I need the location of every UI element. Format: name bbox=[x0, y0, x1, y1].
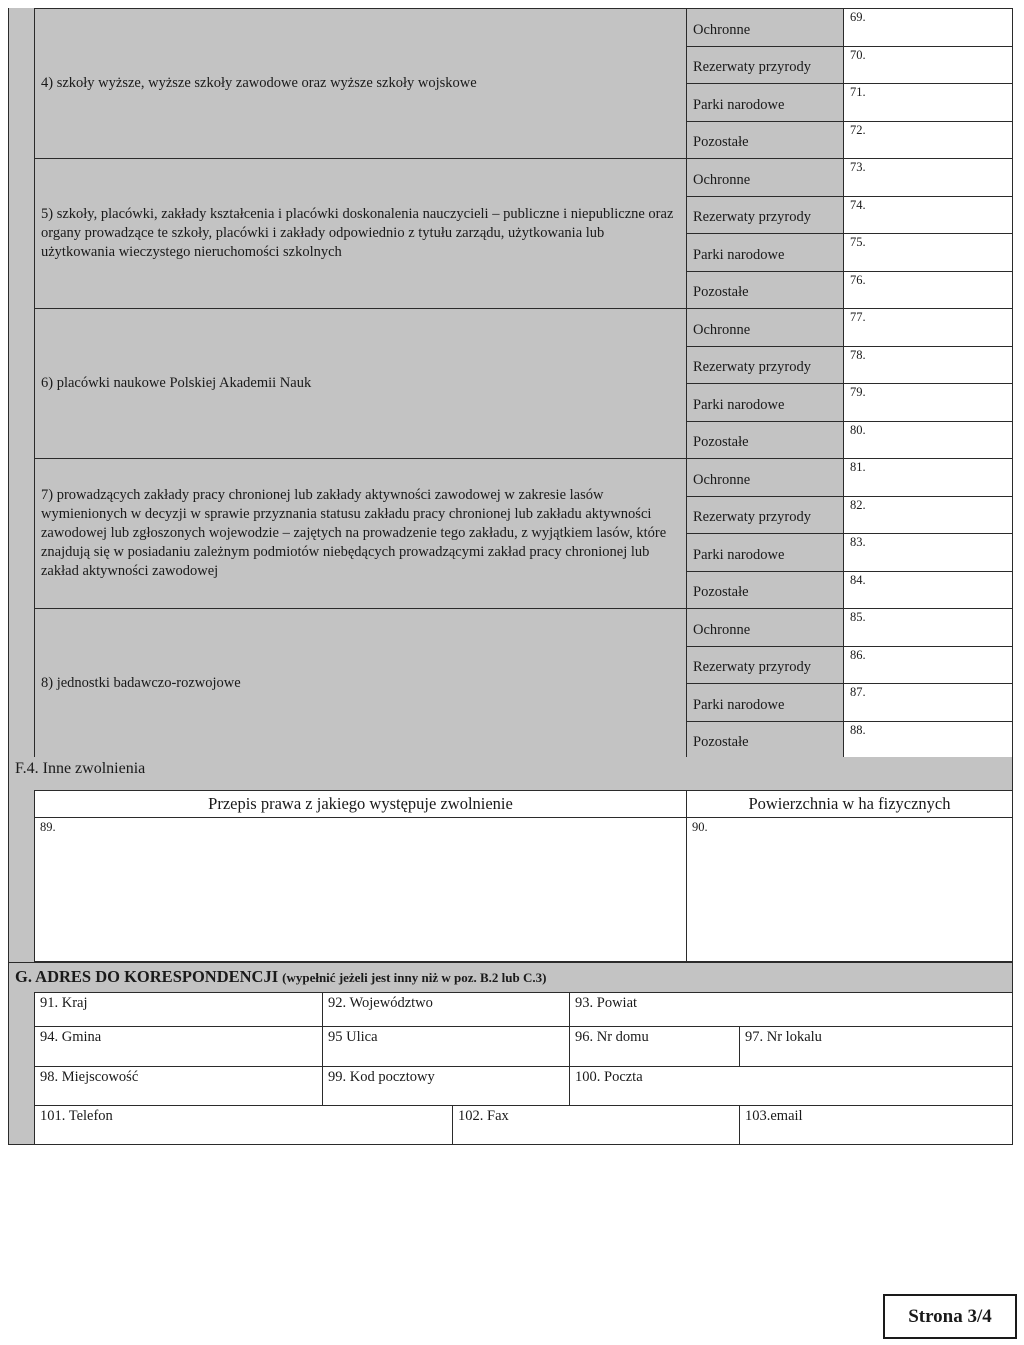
field-number: 75. bbox=[850, 235, 866, 249]
field-label: 103.email bbox=[745, 1108, 803, 1124]
exemption-category bbox=[34, 608, 687, 759]
f4-col1-header: Przepis prawa z jakiego występuje zwolnienie bbox=[34, 790, 687, 818]
f4-area-field[interactable] bbox=[686, 817, 1013, 962]
forest-type-label bbox=[686, 383, 844, 422]
page-number-box bbox=[883, 1294, 1017, 1339]
area-input-field[interactable] bbox=[843, 721, 1013, 760]
field-label: 91. Kraj bbox=[40, 995, 88, 1011]
forest-type-label bbox=[686, 46, 844, 85]
voivodeship-field[interactable] bbox=[322, 992, 570, 1027]
area-input-field[interactable] bbox=[843, 158, 1013, 197]
forest-type-text: Ochronne bbox=[693, 471, 751, 488]
exemption-category-label: 8) jednostki badawczo-rozwojowe bbox=[41, 675, 241, 691]
forest-type-label bbox=[686, 721, 844, 760]
field-number: 73. bbox=[850, 160, 866, 174]
area-input-field[interactable] bbox=[843, 646, 1013, 685]
field-number: 69. bbox=[850, 10, 866, 24]
f4-title: F.4. Inne zwolnienia bbox=[15, 760, 146, 777]
forest-type-text: Pozostałe bbox=[693, 584, 749, 601]
area-input-field[interactable] bbox=[843, 571, 1013, 610]
forest-type-label bbox=[686, 683, 844, 722]
forest-type-text: Parki narodowe bbox=[693, 696, 785, 713]
exemption-category-label: 6) placówki naukowe Polskiej Akademii Nauk bbox=[41, 375, 312, 391]
forest-type-text: Ochronne bbox=[693, 621, 751, 638]
f3-section bbox=[8, 8, 35, 758]
street-field[interactable] bbox=[322, 1026, 570, 1067]
field-label: 94. Gmina bbox=[40, 1029, 102, 1045]
exemption-category-label: 7) prowadzących zakłady pracy chronionej lub zakłady aktywności zawodowej w zakresie lasów wymienionych w decyzji w sprawie przyznania statusu zakładu pracy chronionej lub zakładu aktywności zawodowej lub zgłoszonych wojewodzie – zajętych na prowadzenie tego zakładu, z wyjątkiem lasów, które znajdują się w posiadaniu zależnym podmiotów niebędących prowadzącymi zakład pracy chronionej lub zakład aktywności zawodowej bbox=[41, 487, 667, 579]
exemption-category bbox=[34, 458, 687, 609]
field-number: 78. bbox=[850, 347, 866, 362]
field-number: 87. bbox=[850, 685, 866, 699]
forest-type-label bbox=[686, 233, 844, 272]
field-label: 95 Ulica bbox=[328, 1029, 378, 1045]
forest-type-label bbox=[686, 571, 844, 610]
area-input-field[interactable] bbox=[843, 421, 1013, 460]
field-label: 99. Kod pocztowy bbox=[328, 1069, 435, 1085]
field-label: 96. Nr domu bbox=[575, 1029, 649, 1045]
field-number: 89. bbox=[40, 820, 56, 834]
post-office-field[interactable] bbox=[569, 1066, 1013, 1106]
forest-type-label bbox=[686, 421, 844, 460]
area-input-field[interactable] bbox=[843, 233, 1013, 272]
forest-type-text: Pozostałe bbox=[693, 134, 749, 151]
area-input-field[interactable] bbox=[843, 46, 1013, 85]
g-title-note: (wypełnić jeżeli jest inny niż w poz. B.2 lub C.3) bbox=[282, 970, 547, 985]
f4-legal-basis-field[interactable] bbox=[34, 817, 687, 962]
forest-type-label bbox=[686, 196, 844, 235]
forest-type-label bbox=[686, 8, 844, 47]
municipality-field[interactable] bbox=[34, 1026, 323, 1067]
forest-type-label bbox=[686, 646, 844, 685]
forest-type-label bbox=[686, 458, 844, 497]
forest-type-text: Parki narodowe bbox=[693, 546, 785, 563]
forest-type-text: Ochronne bbox=[693, 21, 751, 38]
area-input-field[interactable] bbox=[843, 496, 1013, 535]
forest-type-text: Parki narodowe bbox=[693, 396, 785, 413]
field-number: 88. bbox=[850, 722, 866, 737]
area-input-field[interactable] bbox=[843, 383, 1013, 422]
page-number: Strona 3/4 bbox=[908, 1305, 992, 1327]
forest-type-text: Ochronne bbox=[693, 321, 751, 338]
exemption-category bbox=[34, 8, 687, 159]
exemption-category bbox=[34, 158, 687, 309]
field-label: 101. Telefon bbox=[40, 1108, 113, 1124]
f4-col2-header: Powierzchnia w ha fizycznych bbox=[686, 790, 1013, 818]
forest-type-label bbox=[686, 121, 844, 160]
field-label: 98. Miejscowość bbox=[40, 1069, 139, 1085]
forest-type-text: Pozostałe bbox=[693, 734, 749, 751]
forest-type-label bbox=[686, 158, 844, 197]
area-input-field[interactable] bbox=[843, 196, 1013, 235]
field-number: 74. bbox=[850, 197, 866, 212]
field-label: 92. Województwo bbox=[328, 995, 433, 1011]
forest-type-text: Rezerwaty przyrody bbox=[693, 209, 811, 226]
area-input-field[interactable] bbox=[843, 8, 1013, 47]
field-number: 86. bbox=[850, 647, 866, 662]
area-input-field[interactable] bbox=[843, 308, 1013, 347]
forest-type-text: Ochronne bbox=[693, 171, 751, 188]
forest-type-label bbox=[686, 608, 844, 647]
locality-field[interactable] bbox=[34, 1066, 323, 1106]
district-field[interactable] bbox=[569, 992, 1013, 1027]
forest-type-text: Rezerwaty przyrody bbox=[693, 359, 811, 376]
fax-field[interactable] bbox=[452, 1105, 740, 1145]
g-title bbox=[15, 967, 546, 987]
area-input-field[interactable] bbox=[843, 608, 1013, 647]
forest-type-text: Parki narodowe bbox=[693, 246, 785, 263]
forest-type-text: Pozostałe bbox=[693, 434, 749, 451]
forest-type-label bbox=[686, 346, 844, 385]
phone-field[interactable] bbox=[34, 1105, 453, 1145]
house-number-field[interactable] bbox=[569, 1026, 740, 1067]
country-field[interactable] bbox=[34, 992, 323, 1027]
field-number: 80. bbox=[850, 422, 866, 437]
area-input-field[interactable] bbox=[843, 458, 1013, 497]
field-number: 83. bbox=[850, 535, 866, 549]
area-input-field[interactable] bbox=[843, 271, 1013, 310]
field-number: 70. bbox=[850, 47, 866, 62]
forest-type-label bbox=[686, 271, 844, 310]
area-input-field[interactable] bbox=[843, 121, 1013, 160]
forest-type-text: Rezerwaty przyrody bbox=[693, 59, 811, 76]
forest-type-label bbox=[686, 308, 844, 347]
exemption-category bbox=[34, 308, 687, 459]
field-label: 93. Powiat bbox=[575, 995, 638, 1011]
area-input-field[interactable] bbox=[843, 533, 1013, 572]
g-title-main: G. ADRES DO KORESPONDENCJI bbox=[15, 967, 279, 986]
apartment-number-field[interactable] bbox=[739, 1026, 1013, 1067]
field-number: 71. bbox=[850, 85, 866, 99]
field-label: 97. Nr lokalu bbox=[745, 1029, 822, 1045]
field-number: 72. bbox=[850, 122, 866, 137]
email-field[interactable] bbox=[739, 1105, 1013, 1145]
postal-code-field[interactable] bbox=[322, 1066, 570, 1106]
field-number: 90. bbox=[692, 820, 708, 834]
forest-type-text: Pozostałe bbox=[693, 284, 749, 301]
area-input-field[interactable] bbox=[843, 83, 1013, 122]
forest-type-label bbox=[686, 496, 844, 535]
field-number: 84. bbox=[850, 572, 866, 587]
forest-type-text: Rezerwaty przyrody bbox=[693, 659, 811, 676]
area-input-field[interactable] bbox=[843, 346, 1013, 385]
forest-type-text: Parki narodowe bbox=[693, 96, 785, 113]
forest-type-label bbox=[686, 83, 844, 122]
field-number: 76. bbox=[850, 272, 866, 287]
field-label: 102. Fax bbox=[458, 1108, 509, 1124]
field-number: 79. bbox=[850, 385, 866, 399]
field-number: 77. bbox=[850, 310, 866, 324]
forest-type-label bbox=[686, 533, 844, 572]
field-label: 100. Poczta bbox=[575, 1069, 643, 1085]
area-input-field[interactable] bbox=[843, 683, 1013, 722]
field-number: 85. bbox=[850, 610, 866, 624]
field-number: 82. bbox=[850, 497, 866, 512]
field-number: 81. bbox=[850, 460, 866, 474]
exemption-category-label: 4) szkoły wyższe, wyższe szkoły zawodowe oraz wyższe szkoły wojskowe bbox=[41, 75, 477, 91]
forest-type-text: Rezerwaty przyrody bbox=[693, 509, 811, 526]
exemption-category-label: 5) szkoły, placówki, zakłady kształcenia i placówki doskonalenia nauczycieli – publiczne i niepubliczne oraz organy prowadzące te szkoły, placówki i zakłady odpowiednio z tytułu zarządu, użytkowania lub użytkowania wieczystego nieruchomości szkolnych bbox=[41, 206, 674, 260]
